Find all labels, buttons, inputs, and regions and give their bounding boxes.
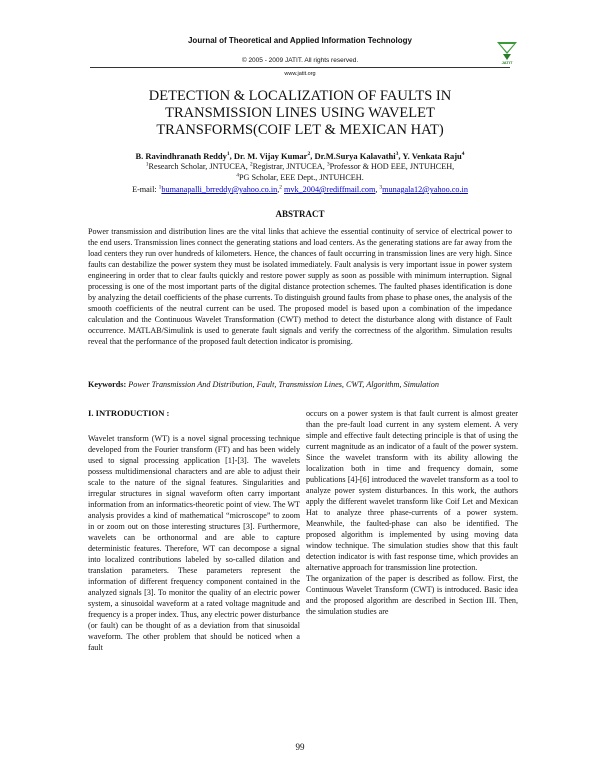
abstract-heading: ABSTRACT [275,209,325,219]
email-label: E-mail: [132,185,159,194]
affiliation-line-2: $^4$PG Scholar, EEE Dept., JNTUHCEH. [236,171,364,182]
author-2-mark: 2 [307,151,311,158]
author-4-mark: 4 [461,151,465,158]
author-3-mark: 3 [395,151,399,158]
journal-logo-text: JATIT [501,60,513,65]
header-divider [90,67,510,68]
keywords-label: Keywords: [88,380,127,389]
intro-paragraph-right-2: The organization of the paper is described as follow. First, the Continuous Wavelet Transform (CWT) is introduced. Basic idea and the proposed algorithm are described in Section III. Then, the simulation studies are [306,574,518,616]
title-line-2: TRANSMISSION LINES USING WAVELET [165,105,435,121]
intro-paragraph-left: Wavelet transform (WT) is a novel signal processing technique developed from the Fourier transform (FT) and has been widely used to signal processing application [1]-[3]. The wavelets possess multidimensional characters and are able to adjust their scale to the nature of the signal features. Singularities and irregular structures in signal waveform often carry important information from an informatics-theoretic point of view. The WT analysis provides a kind of mathematical “microscope” to zoom in or zoom out on those interesting structures [3]. Furthermore, wavelets can be orthonormal and are able to capture deterministic features. Therefore, WT can decompose a signal into localized contributions labeled by so-called dilation and translation parameters. These parameters represent the information of different frequency component contained in the analyzed signals [3]. To monitor the quality of an electric power system, a sinusoidal waveform at a rated voltage magnitude and frequency is a proper index. Thus, any electric power disturbance (or fault) can be thought of as a deviation from that sinusoidal waveform. The other problem that should be noticed when a fault [88,434,300,652]
title-line-1: DETECTION & LOCALIZATION OF FAULTS IN [148,88,452,104]
author-4: Y. Venkata Raju [402,151,462,161]
email-link-3[interactable]: munagala12@yahoo.co.in [382,185,468,194]
author-list: B. Ravindhranath Reddy$^1$, Dr. M. Vijay Kumar$^2$, Dr.M.Surya Kalavathi$^3$, Y. Venkata Raju$^4$ [135,151,465,161]
page-number: 99 [295,742,305,752]
abstract-text: Power transmission and distribution lines are the vital links that achieve the essential continuity of service of electrical power to the end users. Transmission lines connect the generating stations and load centers. As the generating stations are far away from the load centers they run over hundreds of kilometers. Hence, the chances of fault occurring in transmission lines are very high. Since faults can destabilize the power system they must be isolated immediately. Fault analysis is very important issue in power system engineering in order that to clear faults quickly and restore power supply as soon as possible with minimum interruption. Signal processing is one of the most important parts of the digital distance protection schemes. The faulted phases identification is done by analyzing the detail coefficients of the phase currents. To distinguish ground faults from phase to phase ones, the analysis of the smooth coefficients of the neutral current can be used. The proposed model is based upon a combination of the impedance calculation and the Continuous Wavelet Transformation (CWT) method to detect the disturbance along with distance of Fault occurrence. MATLAB/Simulink is used to generate fault signals and verify the correctness of the algorithm. Simulation results reveal that the performance of the proposed fault detection indicator is promising. [88,227,512,346]
keywords-line [88,380,512,389]
copyright-line: © 2005 - 2009 JATIT. All rights reserved. [241,57,359,64]
affiliation-line-1: $^1$Research Scholar, JNTUCEA, $^2$Registrar, JNTUCEA, $^3$Professor & HOD EEE, JNTUHCEH, [145,161,455,171]
author-3: Dr.M.Surya Kalavathi [314,151,396,161]
title-line-3: TRANSFORMS(COIF LET & MEXICAN HAT) [156,122,444,138]
body-column-right [306,408,518,617]
email-link-1[interactable]: bumanapalli_brreddy@yahoo.co.in [161,185,278,194]
journal-name: Journal of Theoretical and Applied Information Technology [187,36,412,45]
body-column-left [88,408,300,653]
intro-paragraph-right-1: occurs on a power system is that fault current is almost greater than the pre-fault load current in any system element. A very simple and effective fault detecting principle is that of using the current magnitude as an indicator of a fault of the power system. Since the wavelet transform with its ability allowing the localization both in time and frequency domain, some publications [4]-[6] introduced the wavelet transform as a tool to analyze power system disturbances. In this work, the authors apply the different wavelet transform like Coif Let and Mexican Hat to analyze three phase-currents of a power system. Meanwhile, the faulted-phase can also be identified. The proposed algorithm is implemented by using moving data window technique. The simulation studies show that this fault detection indicator is with fast response time, which provides an alternative approach for transmission line protection. [306,409,518,572]
journal-url[interactable]: www.jatit.org [284,71,316,77]
author-1-mark: 1 [226,151,230,158]
author-1: B. Ravindhranath Reddy [135,151,227,161]
email-link-2[interactable]: mvk_2004@rediffmail.com [284,185,376,194]
section-heading-introduction: I. INTRODUCTION : [88,408,170,418]
author-2: Dr. M. Vijay Kumar [233,151,308,161]
affiliations [40,162,560,183]
paper-title [60,88,540,139]
keywords-text: Power Transmission And Distribution, Fault, Transmission Lines, CWT, Algorithm, Simulation [128,380,439,389]
email-line: E-mail: $^1$bumanapalli_brreddy@yahoo.co.in,$^2$ mvk_2004@rediffmail.com, $^3$munagala12@yahoo.co.in [132,184,468,194]
